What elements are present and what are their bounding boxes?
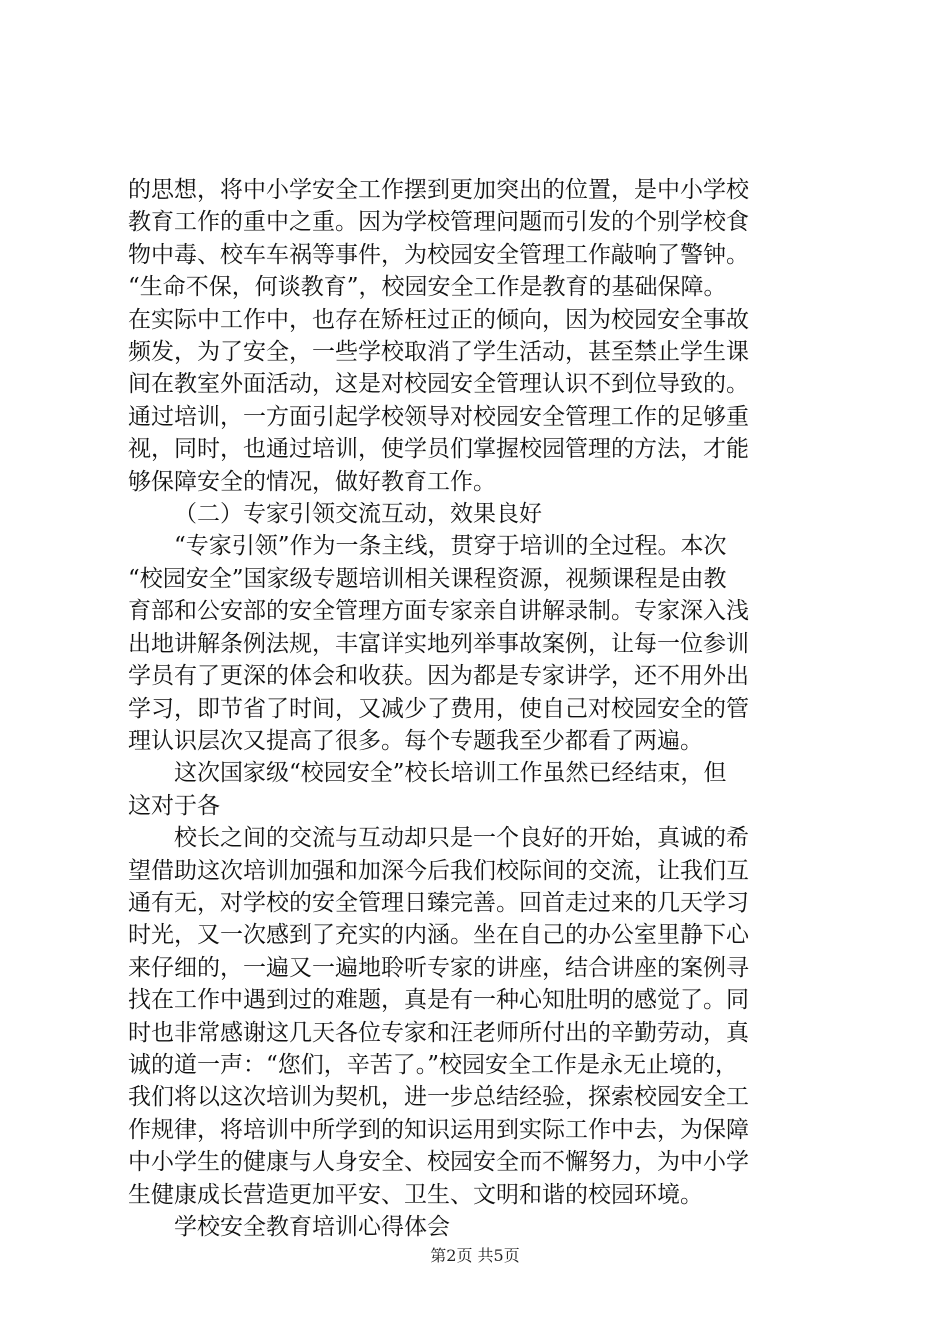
text-line: 来仔细的，一遍又一遍地聆听专家的讲座，结合讲座的案例寻 (128, 954, 749, 981)
text-line: 理认识层次又提高了很多。每个专题我至少都看了两遍。 (128, 727, 703, 754)
document-body (128, 174, 848, 1243)
text-line: 作规律，将培训中所学到的知识运用到实际工作中去，为保障 (128, 1116, 749, 1143)
text-line: 通有无，对学校的安全管理日臻完善。回首走过来的几天学习 (128, 889, 749, 916)
text-line: 校长之间的交流与互动却只是一个良好的开始，真诚的希 (174, 825, 749, 852)
text-line: 生健康成长营造更加平安、卫生、文明和谐的校园环境。 (128, 1181, 703, 1208)
text-line: 学校安全教育培训心得体会 (174, 1214, 450, 1240)
text-line: “生命不保，何谈教育”，校园安全工作是教育的基础保障。 (128, 274, 727, 301)
text-line: 育部和公安部的安全管理方面专家亲自讲解录制。专家深入浅 (128, 598, 749, 625)
text-line: 望借助这次培训加强和加深今后我们校际间的交流，让我们互 (128, 857, 749, 884)
text-line: 频发，为了安全，一些学校取消了学生活动，甚至禁止学生课 (128, 339, 749, 366)
text-line: 通过培训，一方面引起学校领导对校园安全管理工作的足够重 (128, 403, 749, 430)
text-line: 我们将以这次培训为契机，进一步总结经验，探索校园安全工 (128, 1084, 749, 1111)
text-line: 的思想，将中小学安全工作摆到更加突出的位置，是中小学校 (128, 177, 749, 203)
text-line: 在实际中工作中，也存在矫枉过正的倾向，因为校园安全事故 (128, 306, 749, 333)
text-line: “校园安全”国家级专题培训相关课程资源，视频课程是由教 (128, 565, 727, 592)
text-line: 学习，即节省了时间，又减少了费用，使自己对校园安全的管 (128, 695, 749, 722)
text-line: 这次国家级“校园安全”校长培训工作虽然已经结束，但 (174, 760, 727, 787)
text-line: 这对于各 (128, 792, 220, 819)
text-line: 教育工作的重中之重。因为学校管理问题而引发的个别学校食 (128, 209, 749, 236)
text-line: 间在教室外面活动，这是对校园安全管理认识不到位导致的。 (128, 371, 749, 398)
text-line: 视，同时，也通过培训，使学员们掌握校园管理的方法，才能 (128, 436, 749, 463)
text-line: 中小学生的健康与人身安全、校园安全而不懈努力，为中小学 (128, 1149, 749, 1176)
text-line: 诚的道一声：“您们，辛苦了。”校园安全工作是永无止境的， (128, 1051, 739, 1078)
text-line: 物中毒、校车车祸等事件，为校园安全管理工作敲响了警钟。 (128, 241, 749, 268)
text-line: 时也非常感谢这几天各位专家和汪老师所付出的辛勤劳动，真 (128, 1019, 749, 1046)
text-line: 学员有了更深的体会和收获。因为都是专家讲学，还不用外出 (128, 663, 749, 690)
text-line: 时光，又一次感到了充实的内涵。坐在自己的办公室里静下心 (128, 922, 749, 949)
page-footer: 第2页 共5页 (430, 1246, 520, 1265)
text-line: 找在工作中遇到过的难题，真是有一种心知肚明的感觉了。同 (128, 987, 749, 1014)
text-line: （二）专家引领交流互动，效果良好 (174, 501, 542, 528)
text-line: 出地讲解条例法规，丰富详实地列举事故案例，让每一位参训 (128, 630, 749, 657)
text-line: 够保障安全的情况，做好教育工作。 (128, 468, 496, 495)
text-line: “专家引领”作为一条主线，贯穿于培训的全过程。本次 (174, 533, 727, 560)
